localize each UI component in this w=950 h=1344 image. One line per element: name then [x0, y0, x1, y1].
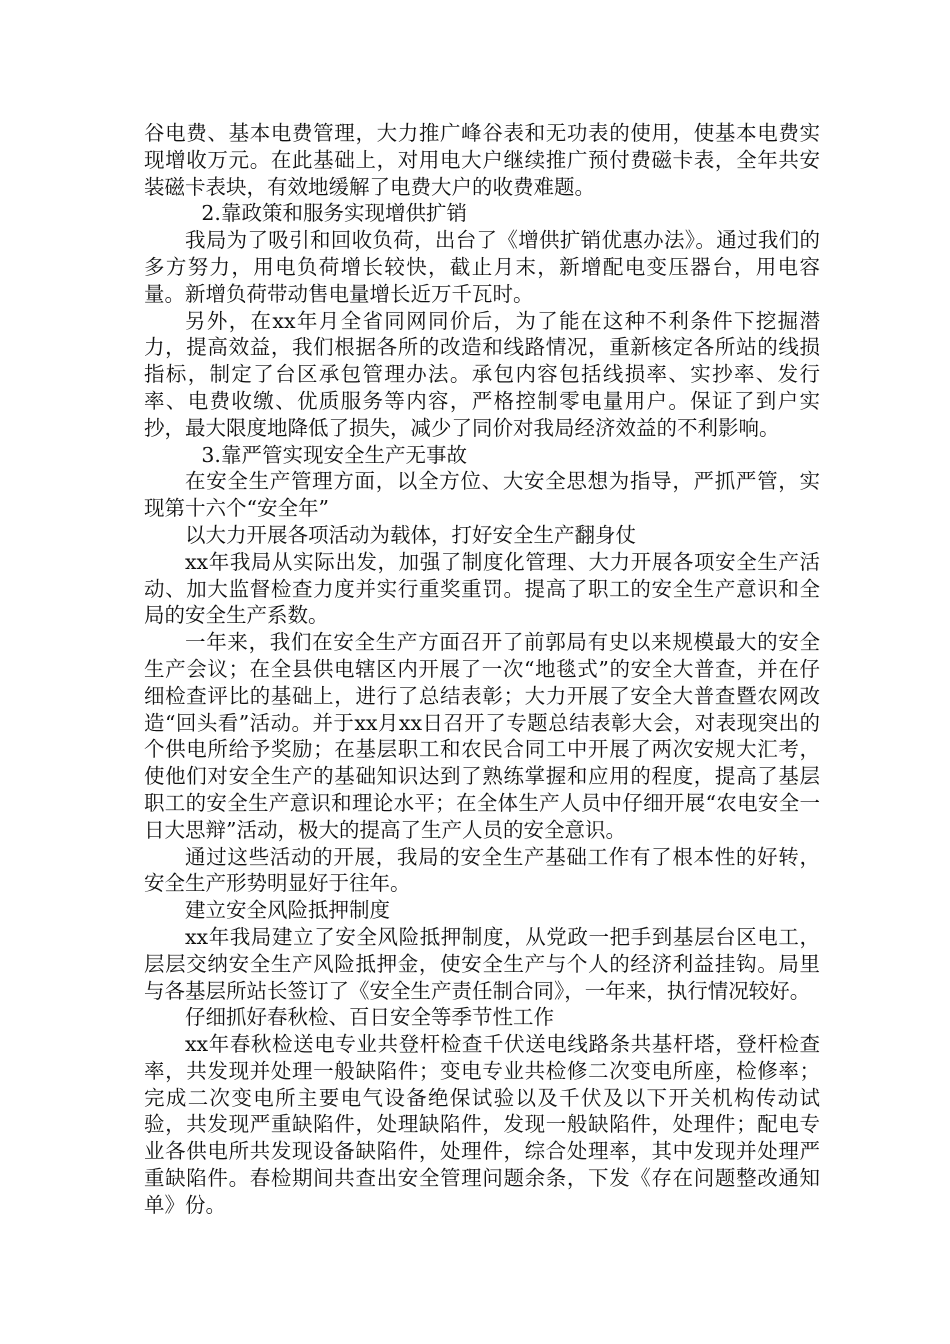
subheading-seasonal-work: 仔细抓好春秋检、百日安全等季节性工作: [185, 1005, 554, 1030]
section-heading-2: 2.靠政策和服务实现增供扩销: [201, 201, 467, 226]
subheading-activities: 以大力开展各项活动为载体，打好安全生产翻身仗: [185, 522, 636, 547]
paragraph: 通过这些活动的开展，我局的安全生产基础工作有了根本性的好转，安全生产形势明显好于往年。: [144, 844, 820, 896]
paragraph: 一年来，我们在安全生产方面召开了前郭局有史以来规模最大的安全生产会议；在全县供电辖区内开展了一次“地毯式”的安全大普查，并在仔细检查评比的基础上，进行了总结表彰；大力开展了安全大普查暨农网改造“回头看”活动。并于xx月xx日召开了专题总结表彰大会，对表现突出的个供电所给予奖励；在基层职工和农民合同工中开展了两次安规大汇考，使他们对安全生产的基础知识达到了熟练掌握和应用的程度，提高了基层职工的安全生产意识和理论水平；在全体生产人员中仔细开展“农电安全一日大思辩”活动，极大的提高了生产人员的安全意识。: [144, 630, 820, 842]
paragraph: xx年我局从实际出发，加强了制度化管理、大力开展各项安全生产活动、加大监督检查力度并实行重奖重罚。提高了职工的安全生产意识和全局的安全生产系数。: [144, 549, 820, 628]
document-page: [144, 120, 820, 1219]
paragraph-continuation: 谷电费、基本电费管理，大力推广峰谷表和无功表的使用，使基本电费实现增收万元。在此基础上，对用电大户继续推广预付费磁卡表，全年共安装磁卡表块，有效地缓解了电费大户的收费难题。: [144, 121, 820, 199]
paragraph: 我局为了吸引和回收负荷，出台了《增供扩销优惠办法》。通过我们的多方努力，用电负荷增长较快，截止月末，新增配电变压器台，用电容量。新增负荷带动售电量增长近万千瓦时。: [144, 228, 820, 306]
section-heading-3: 3.靠严管实现安全生产无事故: [201, 442, 467, 467]
paragraph: xx年我局建立了安全风险抵押制度，从党政一把手到基层台区电工，层层交纳安全生产风险抵押金，使安全生产与个人的经济利益挂钩。局里与各基层所站长签订了《安全生产责任制合同》，一年来，执行情况较好。: [144, 924, 820, 1003]
paragraph: xx年春秋检送电专业共登杆检查千伏送电线路条共基杆塔，登杆检查率，共发现并处理一般缺陷件；变电专业共检修二次变电所座，检修率；完成二次变电所主要电气设备绝保试验以及千伏及以下开关机构传动试验，共发现严重缺陷件，处理缺陷件，发现一般缺陷件，处理件；配电专业各供电所共发现设备缺陷件，处理件，综合处理率，其中发现并处理严重缺陷件。春检期间共查出安全管理问题余条，下发《存在问题整改通知单》份。: [144, 1032, 820, 1217]
subheading-risk-deposit: 建立安全风险抵押制度: [185, 898, 390, 923]
paragraph: 另外，在xx年月全省同网同价后，为了能在这种不利条件下挖掘潜力，提高效益，我们根据各所的改造和线路情况，重新核定各所站的线损指标，制定了台区承包管理办法。承包内容包括线损率、实抄率、发行率、电费收缴、优质服务等内容，严格控制零电量用户。保证了到户实抄，最大限度地降低了损失，减少了同价对我局经济效益的不利影响。: [144, 308, 820, 440]
paragraph: 在安全生产管理方面，以全方位、大安全思想为指导，严抓严管，实现第十六个“安全年”: [144, 469, 820, 521]
